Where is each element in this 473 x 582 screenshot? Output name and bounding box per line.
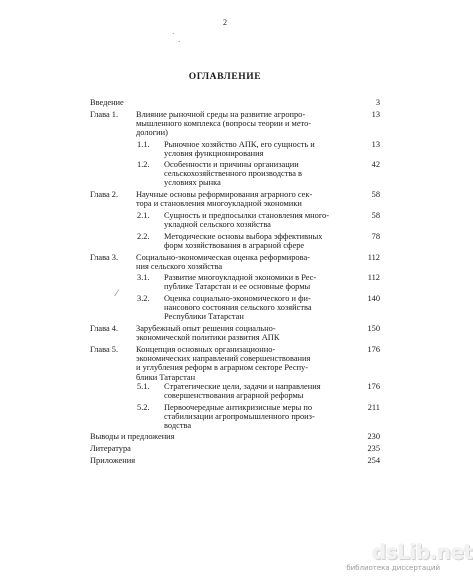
toc-entry-page: 58	[371, 190, 380, 199]
scan-speck: ·	[172, 30, 175, 38]
toc-entry-label: 1.2.	[137, 160, 150, 169]
watermark-subtitle: библиотека диссертаций	[346, 564, 440, 572]
toc-entry-label: Глава 2.	[90, 190, 119, 199]
toc-entry-label: 1.1.	[137, 140, 150, 149]
toc-entry-page: 112	[367, 253, 380, 262]
toc-entry-text: Научные основы реформирования аграрного сек- тора и становления многоукладной экономики	[136, 190, 313, 209]
toc-entry-label: 3.2.	[137, 294, 150, 303]
toc-entry-text: Методические основы выбора эффективных форм хозяйствования в аграрной сфере	[164, 232, 323, 251]
toc-entry-text: Зарубежный опыт решения социально- экономической политики развития АПК	[136, 324, 280, 343]
toc-entry-page: 211	[367, 403, 380, 412]
toc-entry-page: 58	[371, 211, 380, 220]
toc-entry-page: 78	[371, 232, 380, 241]
toc-entry-text: Развитие многоукладной экономики в Рес- публике Татарстан и ее основные формы	[164, 273, 317, 292]
toc-entry-text: Особенности и причины организации сельскохозяйственного производства в условиях рынка	[164, 160, 302, 188]
toc-entry-page: 3	[375, 98, 380, 107]
toc-entry-label: Выводы и предложения	[90, 432, 175, 441]
toc-entry-label: 2.2.	[137, 232, 150, 241]
toc-entry-text: Первоочередные антикризисные меры по стабилизации агропромышленного произ- водства	[164, 403, 315, 431]
toc-entry-text: Рыночное хозяйство АПК, его сущность и условия функционирования	[164, 140, 315, 159]
toc-entry-label: Глава 3.	[90, 253, 119, 262]
toc-entry-page: 140	[367, 294, 380, 303]
toc-entry-page: 112	[367, 273, 380, 282]
toc-entry-text: Сущность и предпосылки становления много- укладной сельского хозяйства	[164, 211, 330, 230]
toc-title: ОГЛАВЛЕНИЕ	[188, 72, 262, 82]
page-number: 2	[223, 18, 227, 27]
toc-entry-text: Стратегические цели, задачи и направления совершенствования аграрной реформы	[164, 382, 321, 401]
scan-mark: ⁄	[116, 288, 118, 298]
toc-entry-label: Глава 1.	[90, 110, 119, 119]
toc-entry-text: Социально-экономическая оценка реформирова- ния сельского хозяйства	[136, 253, 310, 272]
toc-entry-page: 42	[371, 160, 380, 169]
toc-entry-label: Глава 5.	[90, 345, 119, 354]
toc-entry-text: Концепция основных организационно- экономических направлений совершенствования и углубления реформ в аграрном секторе Респу- блики Татарстан	[136, 345, 311, 382]
toc-entry-text: Влияние рыночной среды на развитие агропро- мышленного комплекса (вопросы теории и мето- дологии)	[136, 110, 312, 138]
scan-speck: ·	[178, 38, 181, 46]
toc-entry-page: 13	[371, 110, 380, 119]
toc-entry-label: Приложения	[90, 456, 136, 465]
toc-entry-page: 235	[367, 444, 380, 453]
toc-entry-page: 176	[367, 345, 380, 354]
dslib-watermark	[342, 540, 473, 574]
toc-entry-page: 254	[367, 456, 380, 465]
toc-entry-label: 3.1.	[137, 273, 150, 282]
toc-entry-label: 2.1.	[137, 211, 150, 220]
watermark-logo: dsLib.net	[372, 540, 473, 564]
toc-entry-label: 5.1.	[137, 382, 150, 391]
toc-entry-text: Оценка социально-экономического и фи- нансового состояния сельского хозяйства Республики Татарстан	[164, 294, 312, 322]
toc-entry-page: 13	[371, 140, 380, 149]
toc-entry-label: Литература	[90, 444, 131, 453]
toc-entry-page: 176	[367, 382, 380, 391]
toc-entry-label: Введение	[90, 98, 124, 107]
toc-entry-label: 5.2.	[137, 403, 150, 412]
toc-entry-label: Глава 4.	[90, 324, 119, 333]
toc-entry-page: 150	[367, 324, 380, 333]
toc-entry-page: 230	[367, 432, 380, 441]
